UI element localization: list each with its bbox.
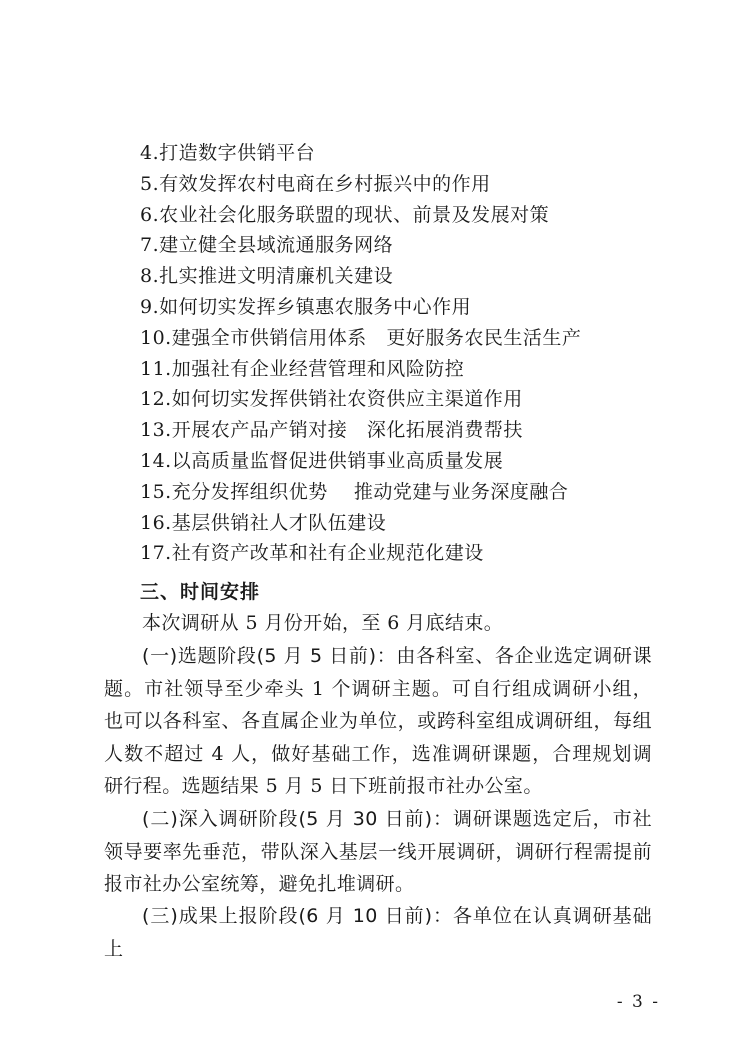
- list-item: 8.扎实推进文明清廉机关建设: [140, 265, 394, 288]
- list-item: 7.建立健全县域流通服务网络: [140, 234, 394, 257]
- list-item: 11.加强社有企业经营管理和风险防控: [140, 357, 465, 380]
- list-item: 6.农业社会化服务联盟的现状、前景及发展对策: [140, 203, 550, 226]
- intro-paragraph: 本次调研从 5 月份开始，至 6 月底结束。: [142, 612, 504, 634]
- stage1-body: ：由各科室、各企业选定调研课题。市社领导至少牵头 1 个调研主题。可自行组成调研小组，也可以各科室、各直属企业为单位，或跨科室组成调研组，每组人数不超过 4 人，做好基础工作，选准调研课题，合理规划调研行程。选题结果 5 月 5 日下班前报市社办公室。: [104, 645, 653, 797]
- list-item: 4.打造数字供销平台: [140, 142, 316, 164]
- page-number: - 3 -: [616, 992, 660, 1012]
- list-item: 16.基层供销社人才队伍建设: [140, 511, 387, 534]
- stage2-body: ：调研课题选定后，市社领导要率先垂范，带队深入基层一线开展调研，调研行程需提前报市社办公室统筹，避免扎堆调研。: [104, 808, 652, 895]
- list-item: 12.如何切实发挥供销社农资供应主渠道作用: [140, 388, 523, 411]
- list-item: 14.以高质量监督促进供销事业高质量发展: [140, 449, 504, 472]
- stage3-paragraph: [104, 900, 652, 965]
- stage2-lead: (二)深入调研阶段(5 月 30 日前): [142, 808, 433, 830]
- list-item: 9.如何切实发挥乡镇惠农服务中心作用: [140, 295, 472, 318]
- list-item: 17.社有资产改革和社有企业规范化建设: [140, 542, 484, 565]
- stage2-paragraph: [104, 803, 652, 901]
- list-item: 13.开展农产品产销对接 深化拓展消费帮扶: [140, 419, 523, 442]
- list-item: 15.充分发挥组织优势 推动党建与业务深度融合: [140, 480, 569, 503]
- stage1-paragraph: [104, 640, 652, 803]
- list-item: 5.有效发挥农村电商在乡村振兴中的作用: [140, 172, 491, 195]
- section-heading: 三、时间安排: [140, 581, 261, 603]
- stage1-lead: (一)选题阶段(5 月 5 日前): [142, 645, 377, 667]
- list-item: 10.建强全市供销信用体系 更好服务农民生活生产: [140, 326, 582, 349]
- topic-list: [140, 138, 700, 569]
- stage3-lead: (三)成果上报阶段(6 月 10 日前): [142, 905, 433, 927]
- stage3-body: ：各单位在认真调研基础上: [104, 905, 652, 960]
